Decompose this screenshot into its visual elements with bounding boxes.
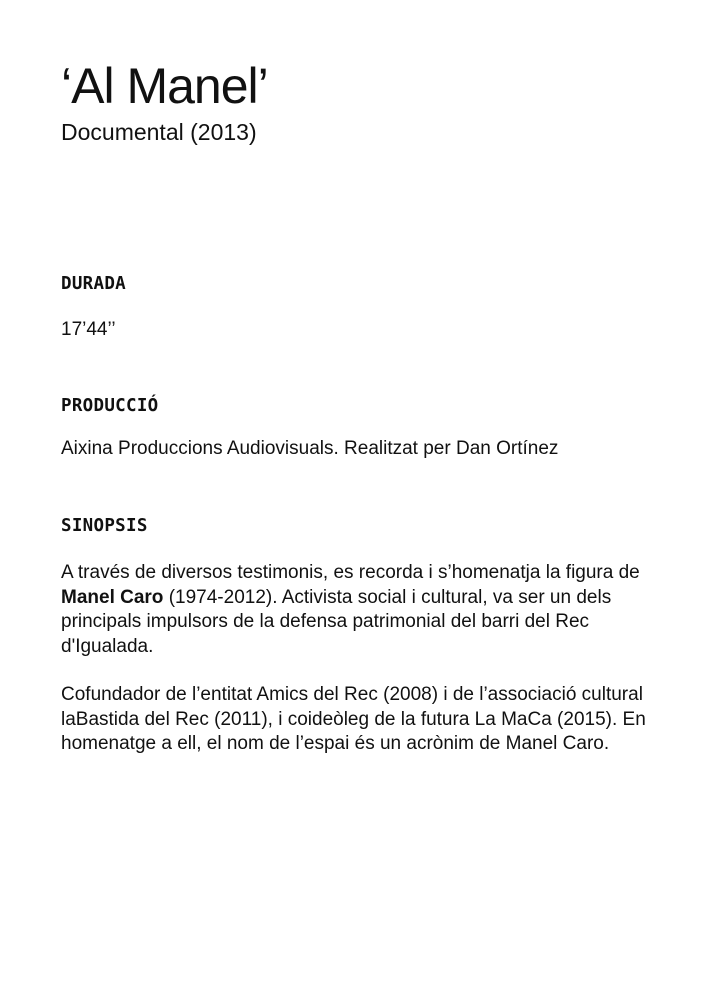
produccio-label: PRODUCCIÓ bbox=[61, 396, 159, 416]
sinopsis-text-before: A través de diversos testimonis, es recorda i s’homenatja la figura de bbox=[61, 562, 640, 583]
sinopsis-paragraph-2: Cofundador de l’entitat Amics del Rec (2008) i de l’associació cultural laBastida del Rec (2011), i coideòleg de la futura La MaCa (2015). En homenatge a ell, el nom de l’espai és un acrònim de Manel Caro. bbox=[61, 684, 646, 754]
page-subtitle: Documental (2013) bbox=[61, 119, 257, 145]
durada-value: 17’44’’ bbox=[61, 319, 116, 340]
sinopsis-paragraph-1 bbox=[61, 561, 651, 659]
sinopsis-text-after: (1974-2012). Activista social i cultural, va ser un dels principals impulsors de la defensa patrimonial del barri del Rec d'Igualada. bbox=[61, 586, 612, 657]
page-title: ‘Al Manel’ bbox=[61, 58, 268, 114]
produccio-value: Aixina Produccions Audiovisuals. Realitzat per Dan Ortínez bbox=[61, 438, 559, 459]
durada-label: DURADA bbox=[61, 274, 127, 294]
sinopsis-bold-name: Manel Caro bbox=[61, 586, 164, 608]
sinopsis-label: SINOPSIS bbox=[61, 516, 148, 536]
